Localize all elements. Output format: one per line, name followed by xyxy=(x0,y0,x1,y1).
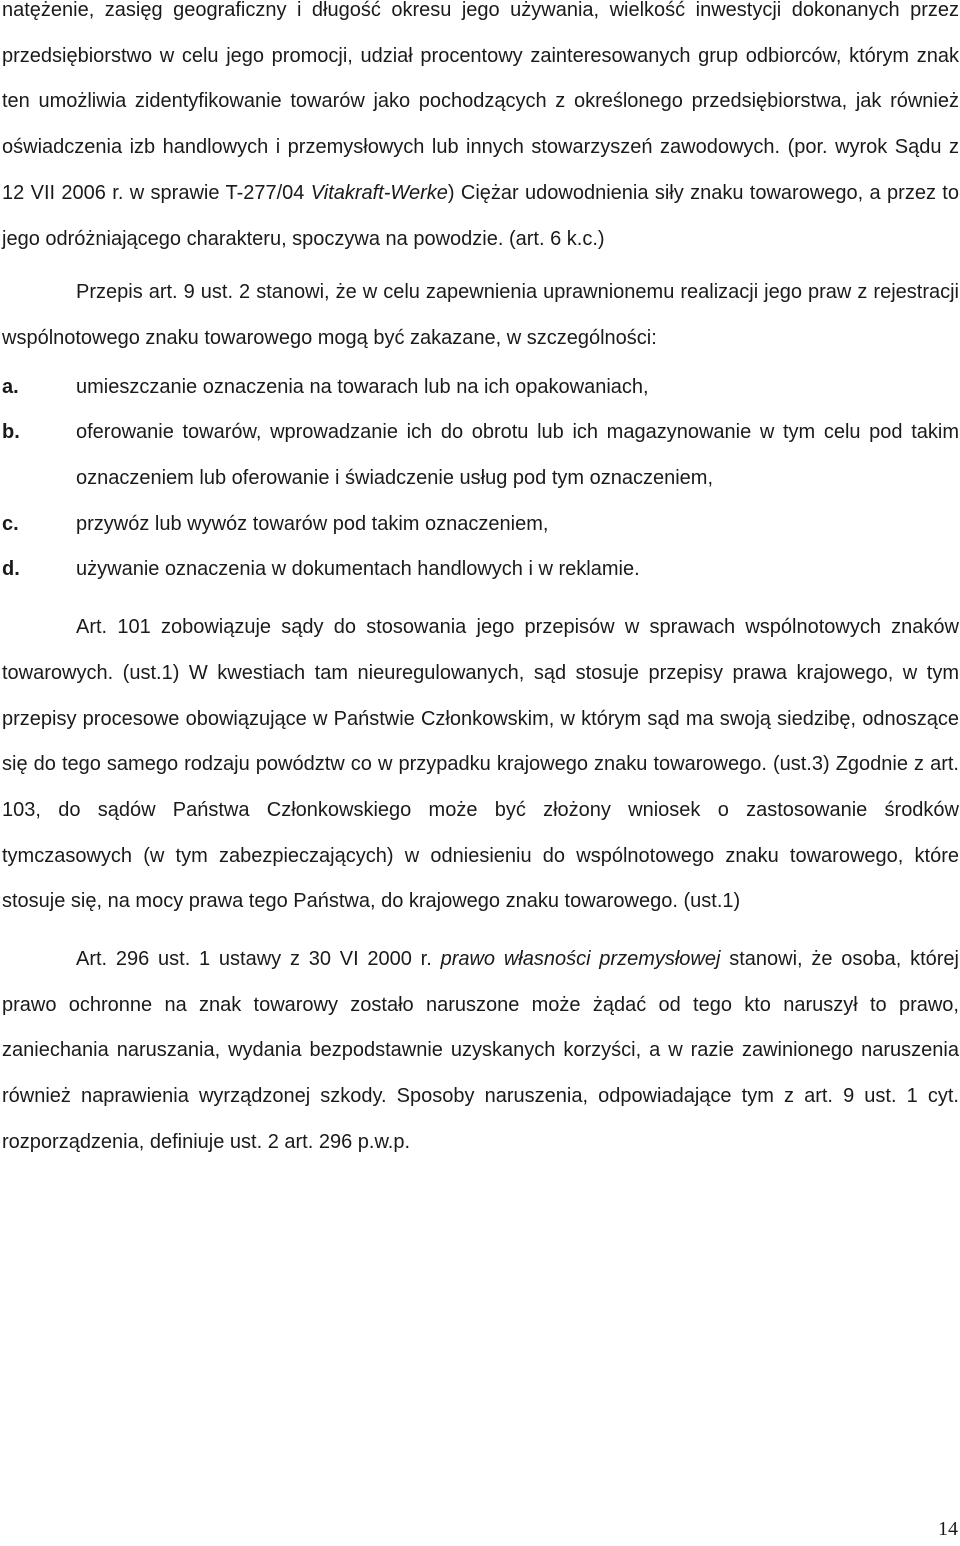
list-item xyxy=(2,502,959,548)
list-item-text: oferowanie towarów, wprowadzanie ich do obrotu lub ich magazynowanie w tym celu pod takim oznaczeniem lub oferowanie i świadczenie usług pod tym oznaczeniem, xyxy=(76,421,959,490)
paragraph-art-9: Przepis art. 9 ust. 2 stanowi, że w celu zapewnienia uprawnionemu realizacji jego praw z rejestracji wspólnotowego znaku towarowego mogą być zakazane, w szczególności: xyxy=(2,281,959,349)
list-item xyxy=(2,365,959,411)
list-marker: b. xyxy=(2,421,20,444)
paragraph-continued xyxy=(2,0,959,262)
paragraph-text: Art. 296 ust. 1 ustawy z 30 VI 2000 r. xyxy=(76,948,441,971)
document-page xyxy=(2,0,959,1166)
paragraph-text-tail: stanowi, że osoba, której prawo ochronne na znak towarowy zostało naruszone może żądać od tego kto naruszył to prawo, zaniechania naruszania, wydania bezpodstawnie uzyskanych korzyści, a w razie zawinionego naruszenia również naprawienia wyrządzonej szkody. Sposoby naruszenia, odpowiadające tym z art. 9 ust. 1 cyt. rozporządzenia, definiuje ust. 2 art. 296 p.w.p. xyxy=(2,948,959,1153)
page-number: 14 xyxy=(938,1518,958,1540)
list-item-text: umieszczanie oznaczenia na towarach lub na ich opakowaniach, xyxy=(76,375,649,398)
list-item-text: przywóz lub wywóz towarów pod takim oznaczeniem, xyxy=(76,512,549,535)
list-marker: a. xyxy=(2,375,19,398)
paragraph-text: natężenie, zasięg geograficzny i długość okresu jego używania, wielkość inwestycji dokonanych przez przedsiębiorstwo w celu jego promocji, udział procentowy zainteresowanych grup odbiorców, którym znak ten umożliwia zidentyfikowanie towarów jako pochodzących z określonego przedsiębiorstwa, jak również oświadczenia izb handlowych i przemysłowych lub innych stowarzyszeń zawodowych. (por. wyrok Sądu z 12 VII 2006 r. w sprawie T-277/04 xyxy=(2,0,959,204)
paragraph-text-tail: ) Ciężar udowodnienia siły znaku towarowego, a przez to jego odróżniającego charakteru, spoczywa na powodzie. (art. 6 k.c.) xyxy=(2,181,959,250)
paragraph-art-296 xyxy=(2,937,959,1166)
list-item xyxy=(2,547,959,593)
list-item-text: używanie oznaczenia w dokumentach handlowych i w reklamie. xyxy=(76,558,640,581)
case-name: Vitakraft-Werke xyxy=(310,181,448,204)
prohibited-acts-list xyxy=(2,365,959,594)
statute-title: prawo własności przemysłowej xyxy=(440,948,721,971)
paragraph-art-101: Art. 101 zobowiązuje sądy do stosowania jego przepisów w sprawach wspólnotowych znaków towarowych. (ust.1) W kwestiach tam nieuregulowanych, sąd stosuje przepisy prawa krajowego, w tym przepisy procesowe obowiązujące w Państwie Członkowskim, w którym sąd ma swoją siedzibę, odnoszące się do tego samego rodzaju powództw co w przypadku krajowego znaku towarowego. (ust.3) Zgodnie z art. 103, do sądów Państwa Członkowskiego może być złożony wniosek o zastosowanie środków tymczasowych (w tym zabezpieczających) w odniesieniu do wspólnotowego znaku towarowego, które stosuje się, na mocy prawa tego Państwa, do krajowego znaku towarowego. (ust.1) xyxy=(2,616,959,913)
list-marker: d. xyxy=(2,558,20,581)
list-marker: c. xyxy=(2,512,19,535)
list-item xyxy=(2,410,959,501)
